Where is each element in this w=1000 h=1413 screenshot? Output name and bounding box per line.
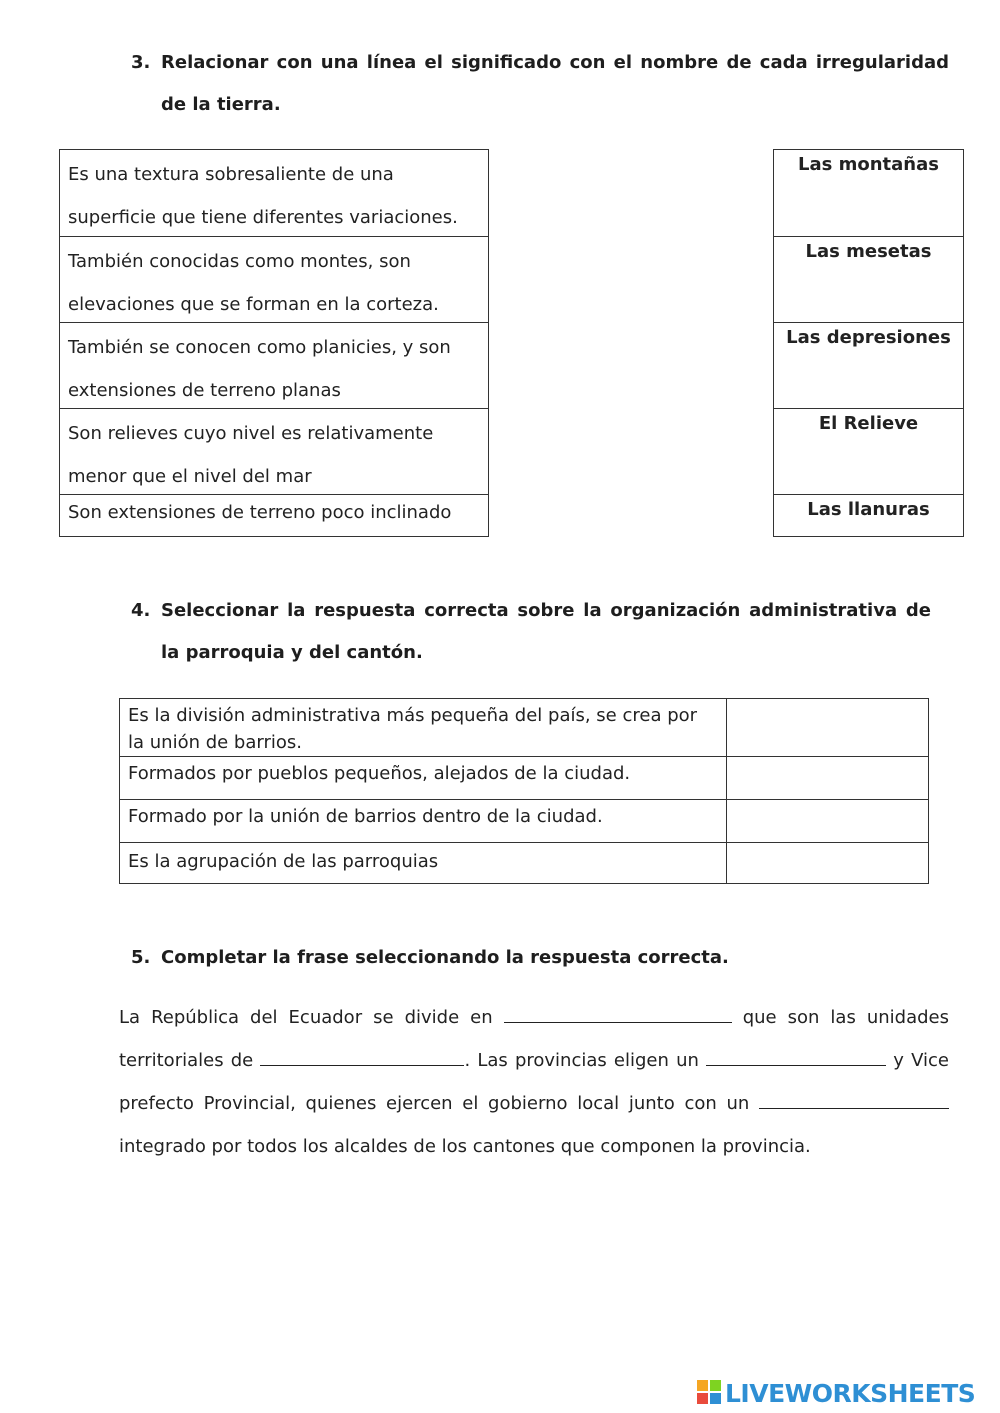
terms-table bbox=[773, 149, 964, 537]
blank-field-2[interactable] bbox=[260, 1045, 464, 1066]
sentence-part-4: y Vice prefecto Provincial, quienes ejercen el gobierno local junto con un bbox=[119, 1050, 949, 1114]
term-las-mesetas[interactable]: Las mesetas bbox=[774, 236, 963, 322]
liveworksheets-logo bbox=[697, 1376, 975, 1410]
administration-table bbox=[119, 698, 929, 884]
definitions-table bbox=[59, 149, 489, 537]
question-5-number: 5. bbox=[131, 947, 151, 968]
question-4-text: Seleccionar la respuesta correcta sobre la organización administrativa de la parroquia y del cantón. bbox=[161, 600, 931, 663]
question-4-title bbox=[131, 590, 931, 674]
table-row bbox=[120, 842, 928, 884]
question-4-number: 4. bbox=[131, 600, 151, 621]
sentence-part-2: que son las unidades territoriales de bbox=[119, 1007, 949, 1071]
row-description: Es la agrupación de las parroquias bbox=[128, 851, 439, 872]
sentence-part-3: . Las provincias eligen un bbox=[464, 1050, 699, 1071]
sentence-part-1: La República del Ecuador se divide en bbox=[119, 1007, 493, 1028]
answer-cell[interactable] bbox=[726, 699, 928, 756]
table-row bbox=[120, 699, 928, 756]
answer-cell[interactable] bbox=[726, 843, 928, 884]
table-row bbox=[120, 799, 928, 842]
definition-row: También se conocen como planicies, y son extensiones de terreno planas bbox=[60, 322, 488, 408]
term-las-montanas[interactable]: Las montañas bbox=[798, 154, 939, 175]
row-description: Es la división administrativa más pequeña del país, se crea por la unión de barrios. bbox=[128, 705, 698, 753]
question-3-text: Relacionar con una línea el significado con el nombre de cada irregularidad de la tierra. bbox=[161, 52, 949, 115]
definition-row: También conocidas como montes, son elevaciones que se forman en la corteza. bbox=[60, 236, 488, 322]
question-3-title bbox=[131, 42, 949, 126]
definition-row: Son relieves cuyo nivel es relativamente menor que el nivel del mar bbox=[60, 408, 488, 494]
term-las-llanuras[interactable]: Las llanuras bbox=[774, 494, 963, 536]
row-description: Formado por la unión de barrios dentro de la ciudad. bbox=[128, 806, 603, 827]
sentence-part-5: integrado por todos los alcaldes de los cantones que componen la provincia. bbox=[119, 1136, 811, 1157]
question-3-number: 3. bbox=[131, 52, 151, 73]
logo-icon bbox=[697, 1380, 723, 1406]
term-el-relieve[interactable]: El Relieve bbox=[774, 408, 963, 494]
definition-row: Son extensiones de terreno poco inclinado bbox=[60, 494, 488, 536]
fill-in-paragraph bbox=[119, 996, 949, 1168]
logo-square-2 bbox=[710, 1380, 721, 1391]
blank-field-3[interactable] bbox=[706, 1045, 886, 1066]
question-5-text: Completar la frase seleccionando la respuesta correcta. bbox=[161, 947, 729, 968]
logo-square-1 bbox=[697, 1380, 708, 1391]
answer-cell[interactable] bbox=[726, 800, 928, 842]
blank-field-1[interactable] bbox=[504, 1002, 732, 1023]
logo-square-3 bbox=[697, 1393, 708, 1404]
row-description: Formados por pueblos pequeños, alejados de la ciudad. bbox=[128, 763, 631, 784]
definition-row: Es una textura sobresaliente de una superficie que tiene diferentes variaciones. bbox=[68, 164, 458, 228]
table-row bbox=[120, 756, 928, 799]
answer-cell[interactable] bbox=[726, 757, 928, 799]
term-las-depresiones[interactable]: Las depresiones bbox=[774, 322, 963, 408]
logo-text: LIVEWORKSHEETS bbox=[725, 1378, 976, 1408]
question-5-title bbox=[131, 937, 931, 979]
logo-square-4 bbox=[710, 1393, 721, 1404]
blank-field-4[interactable] bbox=[759, 1088, 949, 1109]
